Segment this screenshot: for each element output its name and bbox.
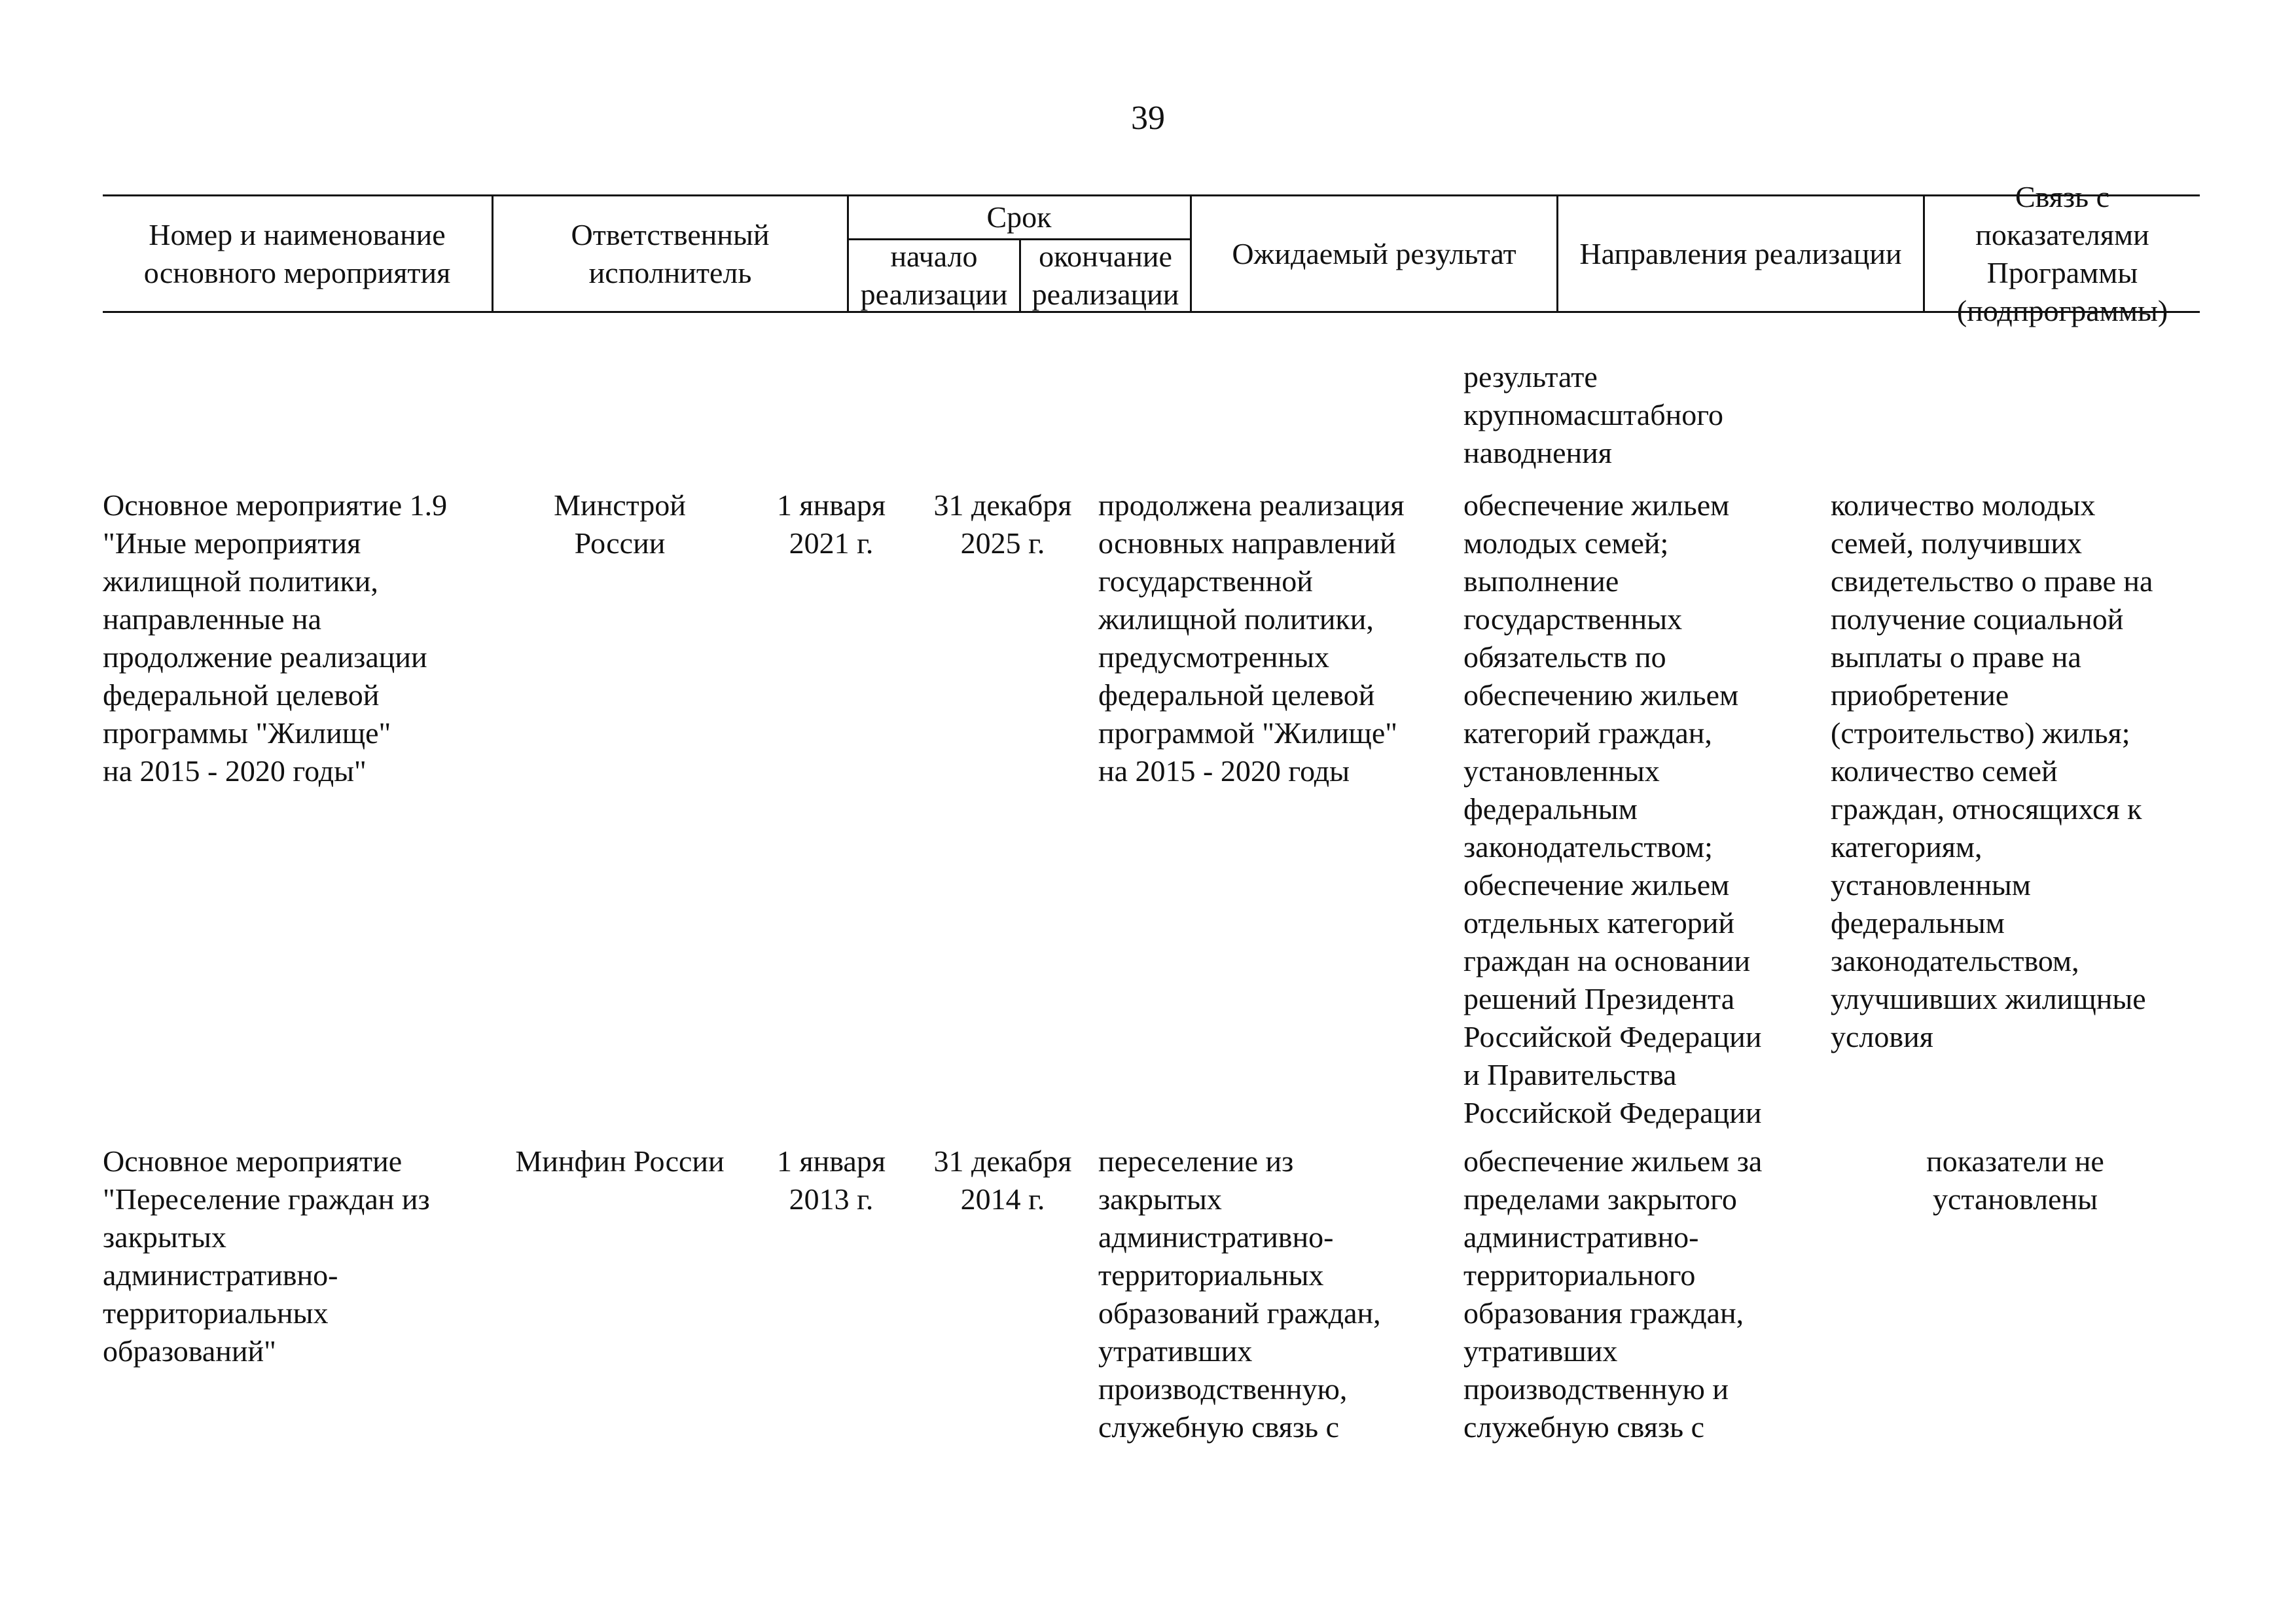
header-start: начало реализации: [860, 240, 1008, 311]
row1-start: 1 января 2021 г.: [777, 488, 886, 560]
row2-start: 1 января 2013 г.: [777, 1144, 886, 1216]
header-end: окончание реализации: [1031, 240, 1179, 311]
row1-indicators: количество молодых семей, получивших свидетельство о праве на получение социальной выплаты о праве на приобретение (строительство) жилья; количество семей граждан, относящихся к категориям, установленным федеральным законодательством, улучшивших жилищные условия: [1831, 488, 2153, 1053]
header-indicators: Связь с показателями Программы (подпрограммы): [1956, 179, 2168, 327]
row1-direction: обеспечение жильем молодых семей; выполнение государственных обязательств по обеспечению жильем категорий граждан, установленных федеральным законодательством; обеспечение жильем отдельных категорий граждан на основании решений Президента Российской Федерации и Правительства Российской Федерации: [1463, 488, 1762, 1129]
row1-result: продолжена реализация основных направлений государственной жилищной политики, предусмотренных федеральной целевой программой "Жилище" на 2015 - 2020 годы: [1098, 488, 1405, 788]
row1-end: 31 декабря 2025 г.: [933, 488, 1072, 560]
table-header: [103, 179, 2200, 327]
row2-end: 31 декабря 2014 г.: [933, 1144, 1072, 1216]
header-name: Номер и наименование основного мероприятия: [143, 217, 451, 289]
header-result: Ожидаемый результат: [1232, 236, 1516, 270]
row2-direction: обеспечение жильем за пределами закрытого административно- территориального образования граждан, утративших производственную и служебную связь с: [1463, 1144, 1763, 1444]
row2-name: Основное мероприятие "Переселение граждан из закрытых административно- территориальных образований": [103, 1144, 430, 1368]
row2-indicators: показатели не установлены: [1926, 1144, 2104, 1216]
page-number: 39: [1131, 100, 1165, 137]
row0-direction: результате крупномасштабного наводнения: [1463, 360, 1723, 469]
header-term: Срок: [986, 200, 1052, 234]
header-executor: Ответственный исполнитель: [571, 217, 770, 289]
row1-executor: Минстрой России: [554, 488, 686, 560]
row2-result: переселение из закрытых административно- территориальных образований граждан, утративших производственную, служебную связь с: [1098, 1144, 1381, 1444]
row1-name: Основное мероприятие 1.9 "Иные мероприятия жилищной политики, направленные на продолжение реализации федеральной целевой программы "Жилище" на 2015 - 2020 годы": [103, 488, 448, 788]
header-direction: Направления реализации: [1579, 236, 1902, 270]
row2-executor: Минфин России: [515, 1144, 725, 1178]
